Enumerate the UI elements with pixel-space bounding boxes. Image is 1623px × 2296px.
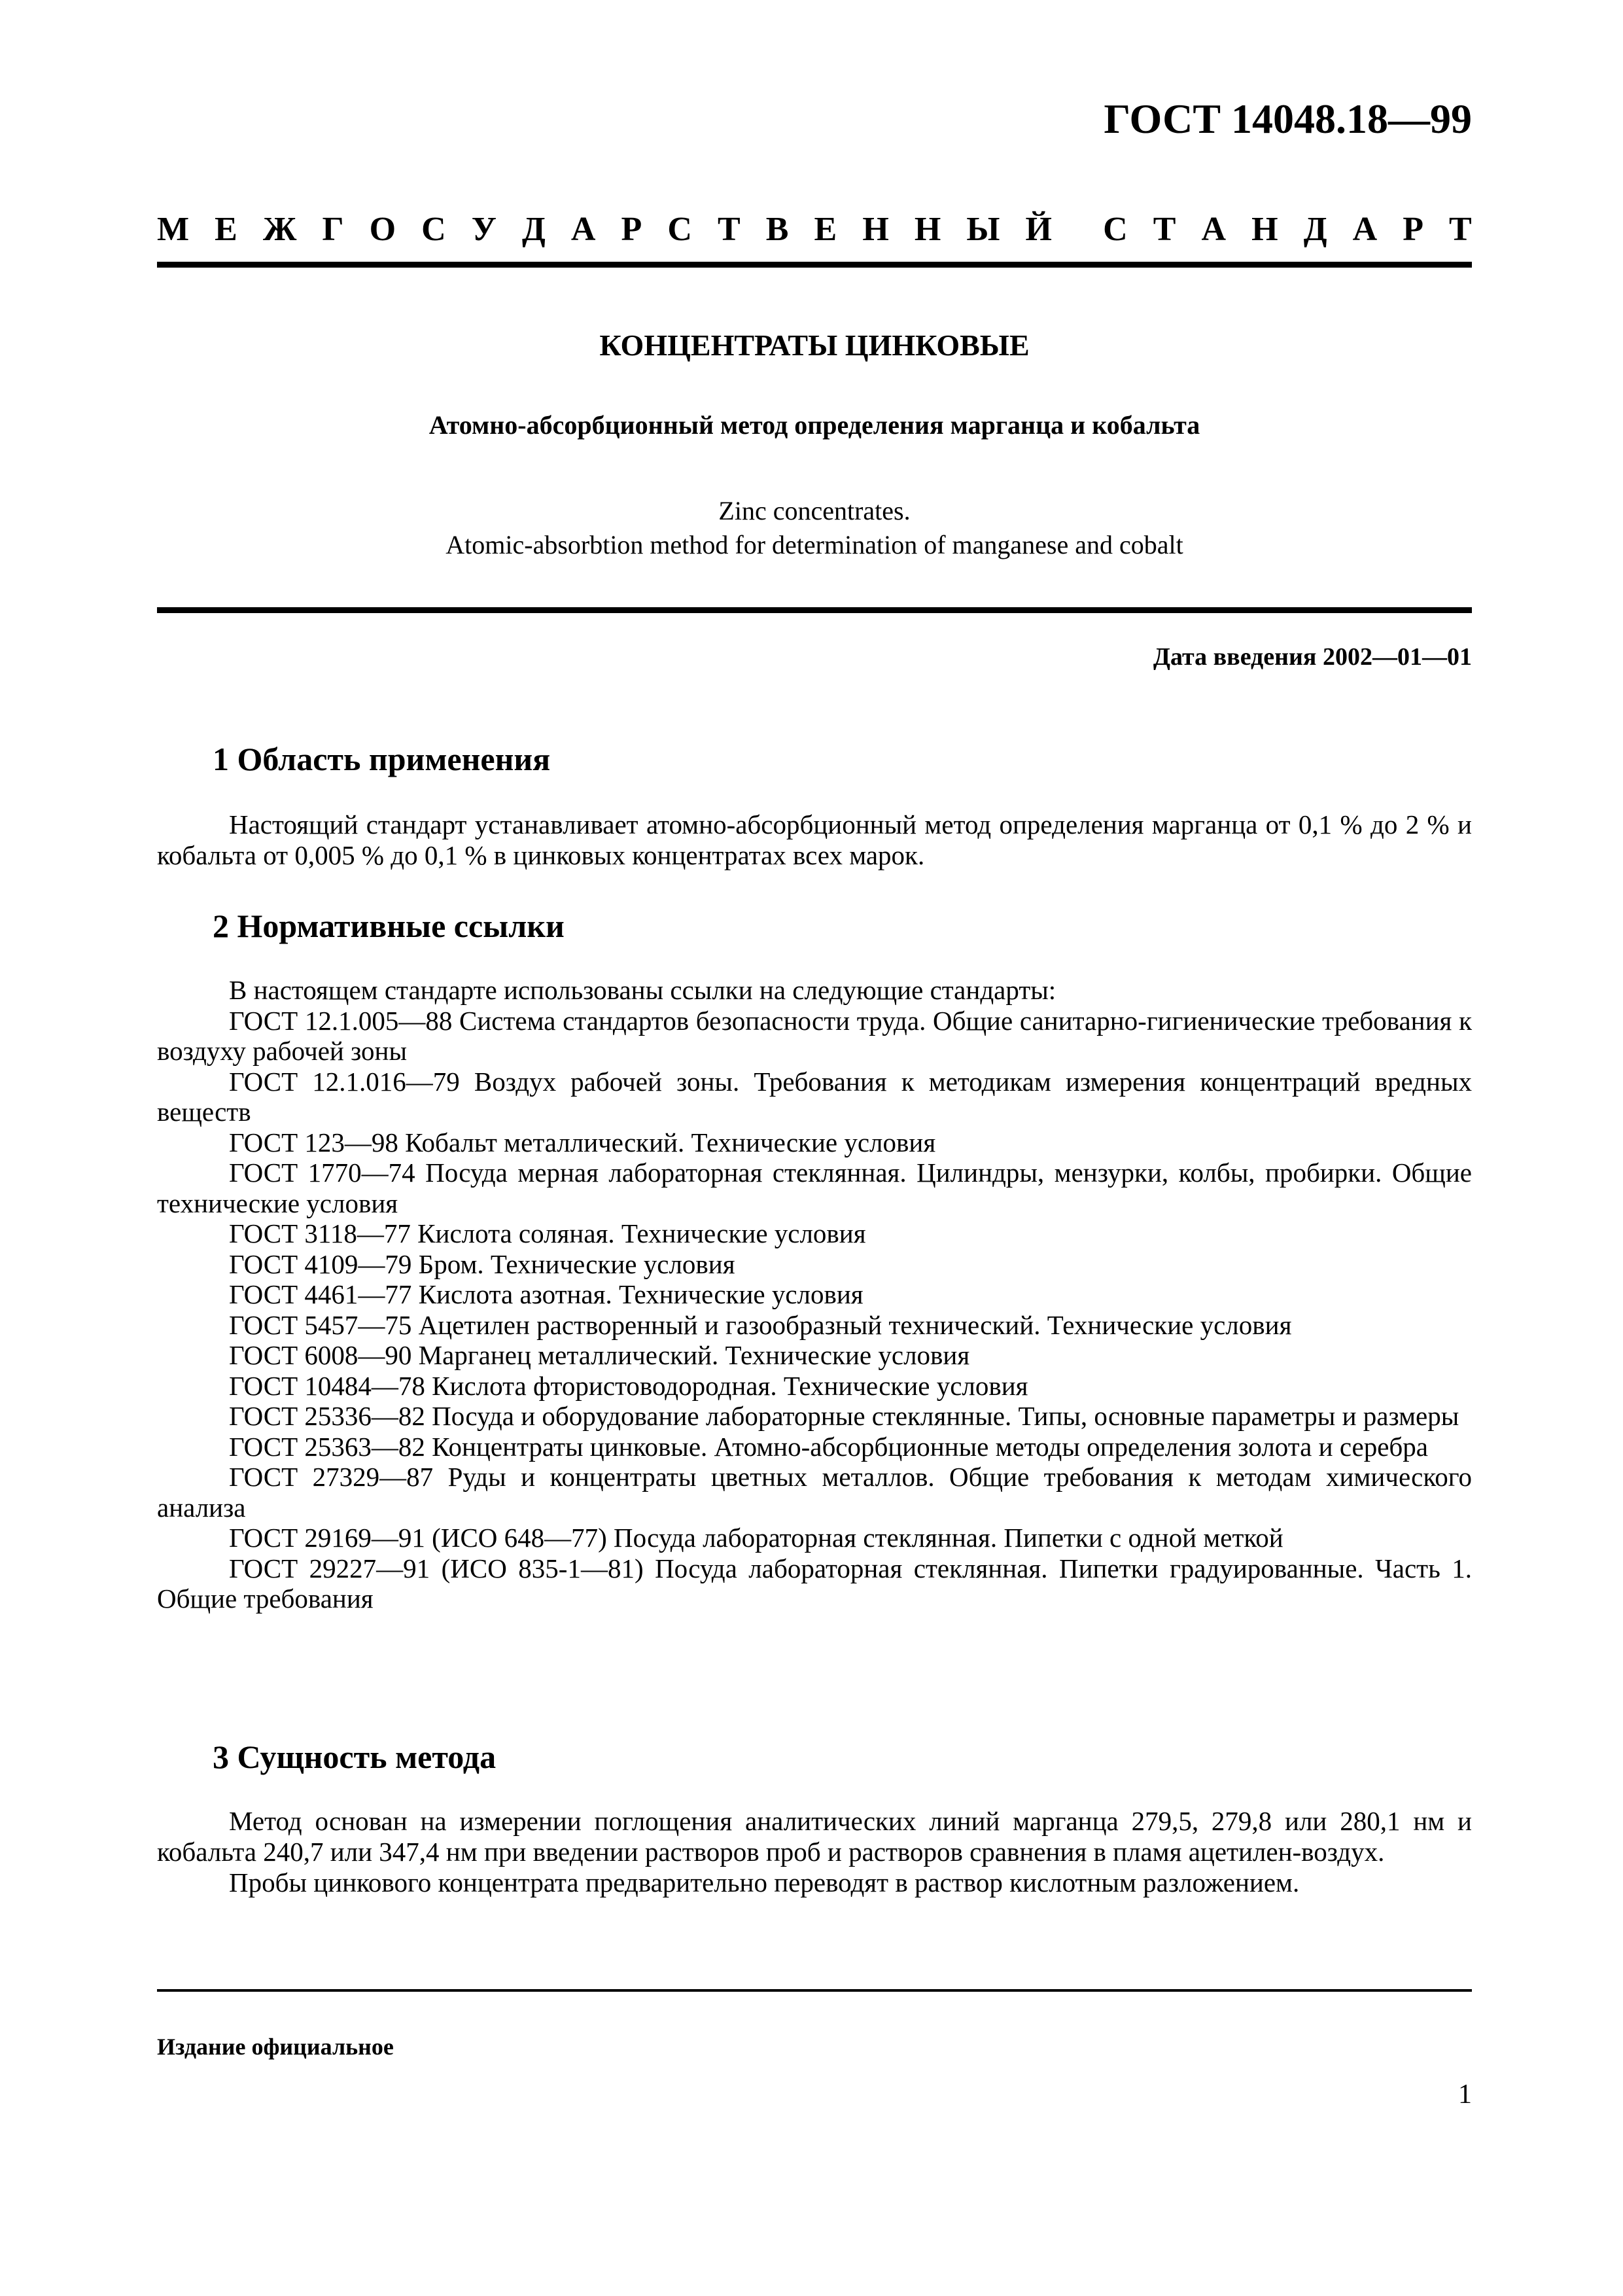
reference-item: ГОСТ 4109—79 Бром. Технические условия xyxy=(229,1248,735,1279)
interstate-letter: Т xyxy=(1449,211,1472,248)
reference-item: ГОСТ 29169—91 (ИСО 648—77) Посуда лабораторная стеклянная. Пипетки с одной меткой xyxy=(229,1523,1283,1553)
reference-item: ГОСТ 3118—77 Кислота соляная. Технические условия xyxy=(229,1218,866,1248)
interstate-letter: Е xyxy=(814,211,837,248)
section-3-body xyxy=(157,1806,1472,1898)
interstate-letter: Р xyxy=(621,211,642,248)
interstate-letter: М xyxy=(157,211,190,248)
reference-item: ГОСТ 25363—82 Концентраты цинковые. Атомно-абсорбционные методы определения золота и серебра xyxy=(229,1431,1428,1462)
interstate-letter: Е xyxy=(215,211,237,248)
interstate-letter: Р xyxy=(1403,211,1423,248)
references-intro: В настоящем стандарте использованы ссылки на следующие стандарты: xyxy=(229,975,1056,1005)
interstate-letter: Й xyxy=(1025,211,1052,248)
document-title: КОНЦЕНТРАТЫ ЦИНКОВЫЕ xyxy=(599,328,1030,362)
interstate-letter: Н xyxy=(862,211,889,248)
reference-item: ГОСТ 5457—75 Ацетилен растворенный и газообразный технический. Технические условия xyxy=(229,1309,1292,1340)
document-code: ГОСТ 14048.18—99 xyxy=(1104,96,1472,142)
section-3-paragraph-2: Пробы цинкового концентрата предварительно переводят в раствор кислотным разложением. xyxy=(229,1867,1300,1898)
interstate-letter: О xyxy=(369,211,396,248)
document-subtitle: Атомно-абсорбционный метод определения марганца и кобальта xyxy=(428,410,1200,440)
interstate-letter: С xyxy=(1103,211,1128,248)
section-1-body xyxy=(157,809,1472,871)
page-number: 1 xyxy=(1458,2079,1472,2110)
interstate-letter: А xyxy=(570,211,596,248)
interstate-letter: А xyxy=(1352,211,1378,248)
reference-item: ГОСТ 123—98 Кобальт металлический. Технические условия xyxy=(229,1127,936,1157)
reference-item: ГОСТ 10484—78 Кислота фтористоводородная. Технические условия xyxy=(229,1370,1028,1401)
english-title-line-2: Atomic-absorbtion method for determination of manganese and cobalt xyxy=(445,530,1183,559)
section-3-heading: 3 Сущность метода xyxy=(213,1739,497,1775)
interstate-standard-heading xyxy=(157,213,1472,247)
reference-item: ГОСТ 4461—77 Кислота азотная. Технические условия xyxy=(229,1279,864,1309)
interstate-letter: Т xyxy=(718,211,741,248)
interstate-letter: Ы xyxy=(966,211,1000,248)
interstate-letter: У xyxy=(471,211,497,248)
reference-item: ГОСТ 27329—87 Руды и концентраты цветных металлов. Общие требования к методам химического анализа xyxy=(157,1462,1472,1523)
interstate-letter: С xyxy=(421,211,446,248)
title-divider xyxy=(157,607,1472,613)
official-edition-label: Издание официальное xyxy=(157,2034,394,2060)
section-1-heading: 1 Область применения xyxy=(213,741,551,777)
interstate-letter: Т xyxy=(1153,211,1176,248)
reference-item: ГОСТ 6008—90 Марганец металлический. Технические условия xyxy=(229,1340,970,1370)
section-1-paragraph: Настоящий стандарт устанавливает атомно-абсорбционный метод определения марганца от 0,1 % до 2 % и кобальта от 0,005 % до 0,1 % в цинковых концентратах всех марок. xyxy=(157,809,1472,870)
reference-item: ГОСТ 1770—74 Посуда мерная лабораторная стеклянная. Цилиндры, мензурки, колбы, пробирки. Общие технические условия xyxy=(157,1157,1472,1218)
interstate-letter: Д xyxy=(1303,211,1327,248)
section-3-paragraph-1: Метод основан на измерении поглощения аналитических линий марганца 279,5, 279,8 или 280,1 нм и кобальта 240,7 или 347,4 нм при введении растворов проб и растворов сравнения в пламя ацетилен-воздух. xyxy=(157,1806,1472,1867)
section-2-heading: 2 Нормативные ссылки xyxy=(213,908,565,944)
english-title xyxy=(157,494,1472,562)
interstate-letter: В xyxy=(765,211,789,248)
reference-item: ГОСТ 29227—91 (ИСО 835-1—81) Посуда лабораторная стеклянная. Пипетки градуированные. Часть 1. Общие требования xyxy=(157,1553,1472,1614)
footer-divider xyxy=(157,1989,1472,1992)
normative-references-list xyxy=(157,975,1472,1614)
english-title-line-1: Zinc concentrates. xyxy=(718,496,911,525)
interstate-letter: Н xyxy=(914,211,941,248)
header-divider xyxy=(157,262,1472,268)
interstate-letter: С xyxy=(667,211,692,248)
interstate-letter: А xyxy=(1201,211,1227,248)
interstate-letter: Г xyxy=(322,211,344,248)
interstate-letter: Д xyxy=(522,211,546,248)
introduction-date: Дата введения 2002—01—01 xyxy=(1153,643,1472,671)
interstate-letter: Н xyxy=(1251,211,1278,248)
reference-item: ГОСТ 12.1.016—79 Воздух рабочей зоны. Требования к методикам измерения концентраций вредных веществ xyxy=(157,1066,1472,1127)
reference-item: ГОСТ 12.1.005—88 Система стандартов безопасности труда. Общие санитарно-гигиенические требования к воздуху рабочей зоны xyxy=(157,1005,1472,1066)
reference-item: ГОСТ 25336—82 Посуда и оборудование лабораторные стеклянные. Типы, основные параметры и размеры xyxy=(229,1401,1459,1431)
interstate-letter: Ж xyxy=(262,211,297,248)
